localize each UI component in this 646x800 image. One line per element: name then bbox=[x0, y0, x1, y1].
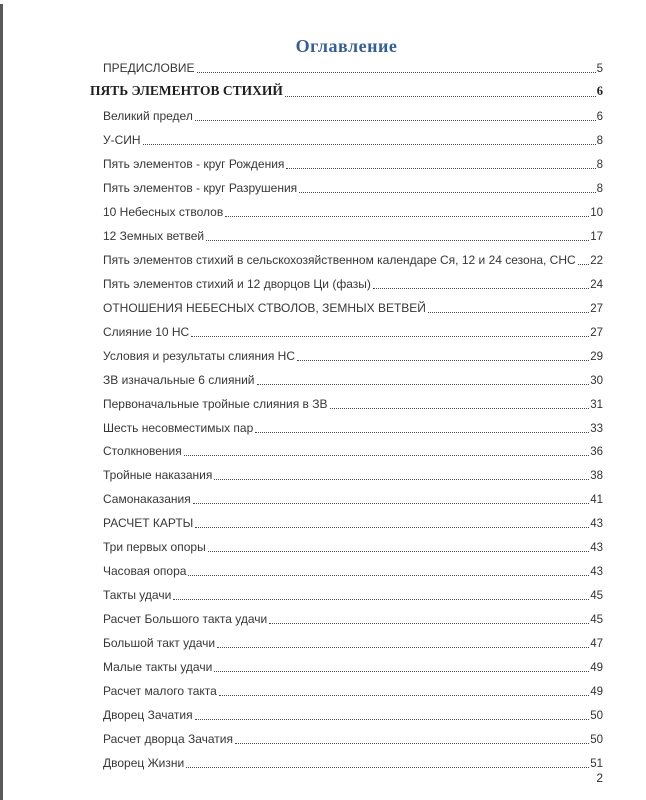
toc-entry[interactable] bbox=[103, 417, 603, 441]
toc-entry-page-number: 45 bbox=[590, 590, 603, 603]
toc-entry-label: Часовая опора bbox=[103, 564, 187, 579]
toc-entry-label: Шесть несовместимых пар bbox=[103, 420, 254, 435]
dot-leader bbox=[269, 623, 589, 624]
toc-entry[interactable] bbox=[103, 105, 603, 129]
toc-entry-label: Расчет Большого такта удачи bbox=[103, 612, 268, 627]
dot-leader bbox=[214, 671, 589, 672]
toc-entry[interactable] bbox=[90, 81, 603, 105]
toc-entry-page-number: 43 bbox=[590, 518, 603, 531]
toc-entry-label: Тройные наказания bbox=[103, 468, 213, 483]
dot-leader bbox=[184, 455, 589, 456]
toc-entry-page-number: 8 bbox=[596, 134, 603, 147]
toc-entry-page-number: 22 bbox=[590, 254, 603, 267]
toc-entry[interactable] bbox=[103, 536, 603, 560]
dot-leader bbox=[286, 168, 595, 169]
toc-entry[interactable] bbox=[103, 632, 603, 656]
dot-leader bbox=[188, 575, 589, 576]
toc-entry-label: Малые такты удачи bbox=[103, 660, 213, 675]
toc-entry-page-number: 50 bbox=[590, 710, 603, 723]
dot-leader bbox=[578, 264, 590, 265]
toc-entry-label: 10 Небесных стволов bbox=[103, 204, 224, 219]
toc-entry-label: Пять элементов стихий и 12 дворцов Ци (фазы) bbox=[103, 276, 371, 291]
dot-leader bbox=[217, 647, 589, 648]
toc-entry-page-number: 27 bbox=[590, 326, 603, 339]
dot-leader bbox=[193, 503, 589, 504]
toc-entry-label: Пять элементов стихий в сельскохозяйственном календаре Ся, 12 и 24 сезона, СНС bbox=[103, 252, 576, 267]
toc-entry-page-number: 24 bbox=[590, 278, 603, 291]
toc-entry[interactable] bbox=[103, 393, 603, 417]
toc-heading: Оглавление bbox=[295, 36, 398, 56]
toc-entry-label: ПРЕДИСЛОВИЕ bbox=[103, 60, 195, 75]
toc-entry-label: Самонаказания bbox=[103, 492, 191, 507]
toc-entry-page-number: 27 bbox=[590, 302, 603, 315]
dot-leader bbox=[330, 408, 590, 409]
toc-entry-page-number: 45 bbox=[590, 614, 603, 627]
toc-entry-label: Слияние 10 НС bbox=[103, 324, 190, 339]
dot-leader bbox=[195, 120, 596, 121]
dot-leader bbox=[143, 144, 596, 145]
toc-entry-page-number: 31 bbox=[590, 398, 603, 411]
toc-entry[interactable] bbox=[103, 512, 603, 536]
page-left-border bbox=[0, 4, 3, 800]
toc-entry-label: ЗВ изначальные 6 слияний bbox=[103, 372, 255, 387]
toc-list bbox=[90, 57, 603, 776]
toc-entry-label: ПЯТЬ ЭЛЕМЕНТОВ СТИХИЙ bbox=[90, 82, 283, 98]
dot-leader bbox=[214, 479, 589, 480]
toc-entry-page-number: 10 bbox=[590, 206, 603, 219]
toc-entry[interactable] bbox=[103, 584, 603, 608]
dot-leader bbox=[191, 336, 589, 337]
toc-entry-page-number: 38 bbox=[590, 470, 603, 483]
toc-entry-label: ОТНОШЕНИЯ НЕБЕСНЫХ СТВОЛОВ, ЗЕМНЫХ ВЕТВЕЙ bbox=[103, 300, 426, 315]
dot-leader bbox=[285, 96, 596, 97]
toc-entry[interactable] bbox=[103, 153, 603, 177]
toc-entry[interactable] bbox=[103, 225, 603, 249]
toc-entry-page-number: 30 bbox=[590, 374, 603, 387]
toc-entry-page-number: 49 bbox=[590, 662, 603, 675]
toc-entry[interactable] bbox=[103, 680, 603, 704]
toc-entry[interactable] bbox=[103, 57, 603, 81]
dot-leader bbox=[208, 551, 590, 552]
toc-entry-label: Пять элементов - круг Рождения bbox=[103, 156, 285, 171]
toc-entry-label: Великий предел bbox=[103, 108, 193, 123]
toc-entry-label: Дворец Жизни bbox=[103, 756, 185, 771]
dot-leader bbox=[297, 360, 589, 361]
toc-entry-label: Такты удачи bbox=[103, 588, 172, 603]
dot-leader bbox=[206, 240, 589, 241]
toc-entry-page-number: 33 bbox=[590, 422, 603, 435]
page-number-footer: 2 bbox=[596, 771, 603, 785]
toc-entry-label: Первоначальные тройные слияния в ЗВ bbox=[103, 396, 328, 411]
toc-entry-page-number: 50 bbox=[590, 734, 603, 747]
toc-entry[interactable] bbox=[103, 369, 603, 393]
toc-entry[interactable] bbox=[103, 345, 603, 369]
dot-leader bbox=[257, 384, 590, 385]
toc-entry-page-number: 43 bbox=[590, 542, 603, 555]
toc-entry[interactable] bbox=[103, 297, 603, 321]
dot-leader bbox=[173, 599, 589, 600]
toc-entry-label: У-СИН bbox=[103, 132, 141, 147]
toc-entry[interactable] bbox=[103, 273, 603, 297]
toc-entry[interactable] bbox=[103, 728, 603, 752]
dot-leader bbox=[195, 527, 589, 528]
toc-entry-page-number: 47 bbox=[590, 638, 603, 651]
dot-leader bbox=[235, 743, 589, 744]
toc-entry[interactable] bbox=[103, 608, 603, 632]
toc-entry-page-number: 17 bbox=[590, 230, 603, 243]
dot-leader bbox=[255, 432, 589, 433]
toc-entry[interactable] bbox=[103, 464, 603, 488]
dot-leader bbox=[195, 719, 590, 720]
dot-leader bbox=[219, 695, 589, 696]
toc-entry[interactable] bbox=[103, 177, 603, 201]
dot-leader bbox=[299, 192, 595, 193]
toc-entry-page-number: 51 bbox=[590, 758, 603, 771]
dot-leader bbox=[373, 288, 589, 289]
toc-entry-label: Столкновения bbox=[103, 444, 182, 459]
toc-entry-label: Условия и результаты слияния НС bbox=[103, 348, 296, 363]
toc-entry-page-number: 29 bbox=[590, 350, 603, 363]
toc-entry[interactable] bbox=[103, 441, 603, 465]
toc-entry-label: Расчет дворца Зачатия bbox=[103, 732, 233, 747]
toc-entry[interactable] bbox=[103, 752, 603, 776]
dot-leader bbox=[225, 216, 589, 217]
toc-entry-page-number: 49 bbox=[590, 686, 603, 699]
toc-entry-label: Пять элементов - круг Разрушения bbox=[103, 180, 298, 195]
dot-leader bbox=[428, 312, 589, 313]
toc-entry[interactable] bbox=[103, 656, 603, 680]
toc-entry-page-number: 8 bbox=[596, 158, 603, 171]
toc-entry[interactable] bbox=[103, 488, 603, 512]
dot-leader bbox=[197, 72, 596, 73]
toc-entry-page-number: 5 bbox=[596, 62, 603, 75]
dot-leader bbox=[186, 767, 589, 768]
toc-entry-label: 12 Земных ветвей bbox=[103, 228, 205, 243]
toc-entry-label: РАСЧЕТ КАРТЫ bbox=[103, 516, 194, 531]
toc-entry[interactable] bbox=[103, 249, 603, 273]
toc-entry[interactable] bbox=[103, 704, 603, 728]
toc-entry[interactable] bbox=[103, 129, 603, 153]
toc-entry-page-number: 6 bbox=[596, 83, 603, 98]
toc-entry-label: Дворец Зачатия bbox=[103, 708, 193, 723]
toc-entry-label: Расчет малого такта bbox=[103, 684, 217, 699]
toc-entry-label: Большой такт удачи bbox=[103, 636, 216, 651]
toc-entry[interactable] bbox=[103, 201, 603, 225]
toc-entry-page-number: 36 bbox=[590, 446, 603, 459]
toc-entry-label: Три первых опоры bbox=[103, 540, 206, 555]
toc-entry-page-number: 6 bbox=[596, 110, 603, 123]
toc-entry-page-number: 8 bbox=[596, 182, 603, 195]
toc-entry-page-number: 41 bbox=[590, 494, 603, 507]
toc-entry-page-number: 43 bbox=[590, 566, 603, 579]
toc-entry[interactable] bbox=[103, 321, 603, 345]
toc-entry[interactable] bbox=[103, 560, 603, 584]
